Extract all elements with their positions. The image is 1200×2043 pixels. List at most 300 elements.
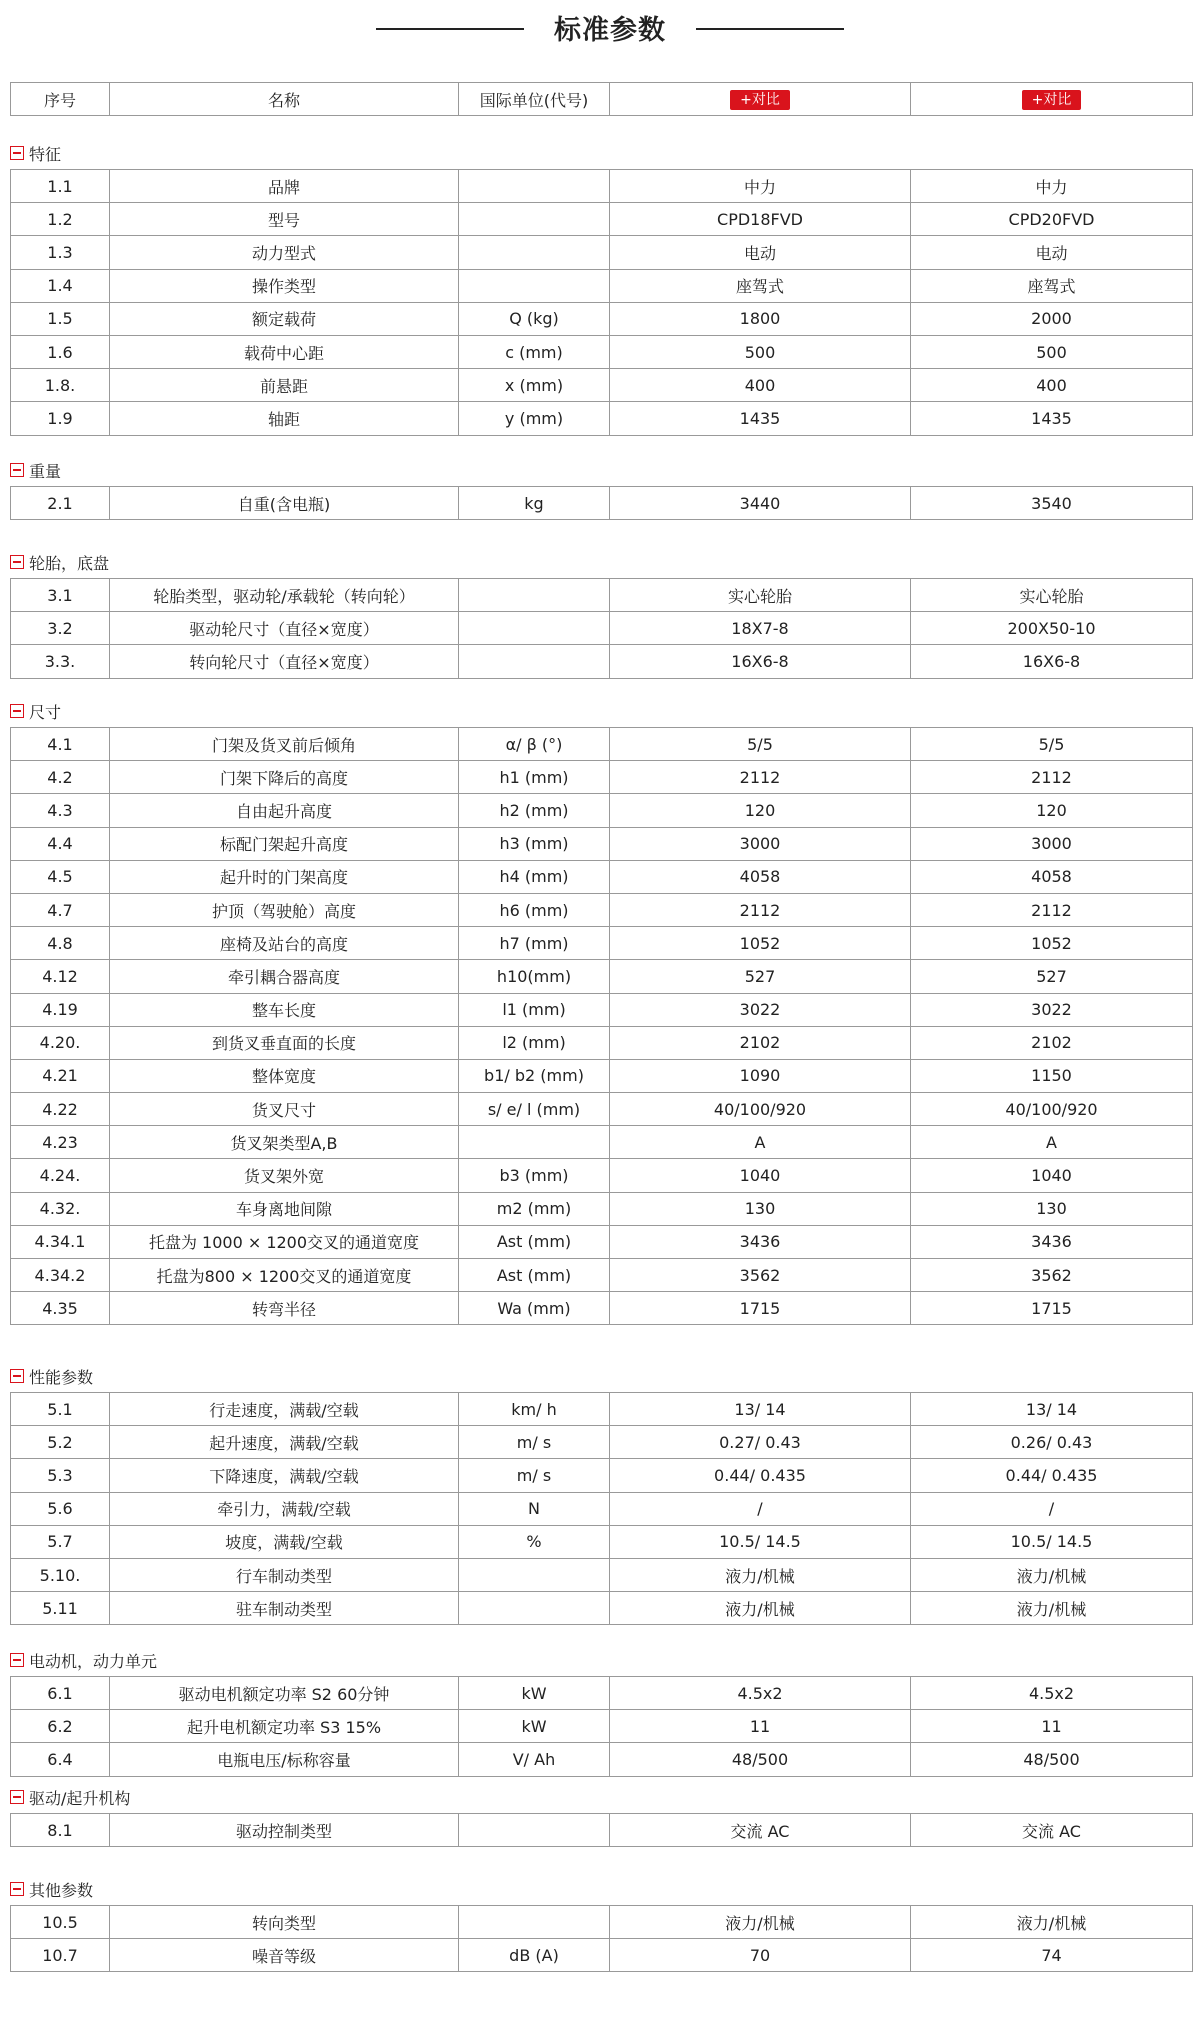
- spec-value-2: 3436: [911, 1225, 1193, 1258]
- spec-no: 4.3: [11, 794, 110, 827]
- table-row: [11, 1026, 1193, 1059]
- spec-value-2: 交流 AC: [911, 1814, 1193, 1847]
- spec-no: 10.7: [11, 1939, 110, 1972]
- spec-name: 行走速度，满载/空载: [110, 1393, 459, 1426]
- spec-value-1: 1090: [610, 1059, 911, 1092]
- spec-value-2: 中力: [911, 170, 1193, 203]
- spec-unit: N: [459, 1492, 610, 1525]
- spec-value-1: 70: [610, 1939, 911, 1972]
- spec-no: 1.9: [11, 402, 110, 435]
- section-header: [10, 1366, 93, 1386]
- spec-unit: Q (kg): [459, 302, 610, 335]
- spec-unit: h7 (mm): [459, 927, 610, 960]
- spec-value-2: A: [911, 1126, 1193, 1159]
- spec-value-1: 0.44/ 0.435: [610, 1459, 911, 1492]
- spec-value-2: 1052: [911, 927, 1193, 960]
- spec-unit: h2 (mm): [459, 794, 610, 827]
- spec-value-2: 4058: [911, 860, 1193, 893]
- table-row: [11, 1093, 1193, 1126]
- spec-unit: y (mm): [459, 402, 610, 435]
- spec-value-2: 11: [911, 1710, 1193, 1743]
- section-title: 重量: [29, 461, 62, 481]
- table-row: [11, 893, 1193, 926]
- spec-value-2: /: [911, 1492, 1193, 1525]
- spec-name: 车身离地间隙: [110, 1192, 459, 1225]
- title-divider-right: [696, 28, 844, 30]
- spec-value-1: 5/5: [610, 728, 911, 761]
- spec-name: 额定载荷: [110, 302, 459, 335]
- header-name: 名称: [110, 83, 459, 116]
- table-row: [11, 170, 1193, 203]
- spec-value-2: 1715: [911, 1292, 1193, 1325]
- spec-unit: [459, 269, 610, 302]
- spec-value-1: 120: [610, 794, 911, 827]
- table-row: [11, 402, 1193, 435]
- spec-unit: kg: [459, 487, 610, 520]
- spec-no: 4.12: [11, 960, 110, 993]
- spec-value-1: CPD18FVD: [610, 203, 911, 236]
- spec-unit: h1 (mm): [459, 761, 610, 794]
- spec-unit: α/ β (°): [459, 728, 610, 761]
- spec-name: 到货叉垂直面的长度: [110, 1026, 459, 1059]
- spec-value-1: 液力/机械: [610, 1906, 911, 1939]
- spec-value-2: 74: [911, 1939, 1193, 1972]
- spec-name: 货叉架类型A,B: [110, 1126, 459, 1159]
- spec-name: 标配门架起升高度: [110, 827, 459, 860]
- title-bar: [0, 0, 1200, 62]
- spec-unit: [459, 203, 610, 236]
- spec-value-1: 液力/机械: [610, 1558, 911, 1591]
- spec-name: 动力型式: [110, 236, 459, 269]
- spec-name: 牵引耦合器高度: [110, 960, 459, 993]
- spec-value-2: 2112: [911, 761, 1193, 794]
- spec-value-1: 10.5/ 14.5: [610, 1525, 911, 1558]
- spec-name: 起升速度，满载/空载: [110, 1426, 459, 1459]
- spec-name: 下降速度，满载/空载: [110, 1459, 459, 1492]
- spec-no: 5.1: [11, 1393, 110, 1426]
- spec-no: 4.34.1: [11, 1225, 110, 1258]
- spec-value-2: 120: [911, 794, 1193, 827]
- spec-value-2: 130: [911, 1192, 1193, 1225]
- spec-value-2: 液力/机械: [911, 1592, 1193, 1625]
- spec-no: 3.2: [11, 612, 110, 645]
- table-row: [11, 728, 1193, 761]
- spec-unit: [459, 236, 610, 269]
- spec-value-2: 0.44/ 0.435: [911, 1459, 1193, 1492]
- spec-no: 4.32.: [11, 1192, 110, 1225]
- spec-no: 4.1: [11, 728, 110, 761]
- section-header: [10, 143, 61, 163]
- table-row: [11, 1393, 1193, 1426]
- spec-name: 整体宽度: [110, 1059, 459, 1092]
- spec-unit: l2 (mm): [459, 1026, 610, 1059]
- spec-no: 5.2: [11, 1426, 110, 1459]
- header-no: 序号: [11, 83, 110, 116]
- spec-value-2: 1435: [911, 402, 1193, 435]
- table-row: [11, 1558, 1193, 1591]
- spec-unit: x (mm): [459, 369, 610, 402]
- spec-no: 6.1: [11, 1677, 110, 1710]
- spec-value-1: 2112: [610, 893, 911, 926]
- spec-name: 托盘为800 × 1200交叉的通道宽度: [110, 1259, 459, 1292]
- spec-no: 1.1: [11, 170, 110, 203]
- spec-no: 1.8.: [11, 369, 110, 402]
- spec-unit: l1 (mm): [459, 993, 610, 1026]
- table-row: [11, 302, 1193, 335]
- spec-value-2: 座驾式: [911, 269, 1193, 302]
- spec-value-1: 电动: [610, 236, 911, 269]
- spec-name: 牵引力，满载/空载: [110, 1492, 459, 1525]
- spec-unit: h4 (mm): [459, 860, 610, 893]
- spec-value-2: 2000: [911, 302, 1193, 335]
- spec-unit: b3 (mm): [459, 1159, 610, 1192]
- spec-unit: [459, 612, 610, 645]
- section-title: 轮胎，底盘: [29, 553, 110, 573]
- spec-no: 4.21: [11, 1059, 110, 1092]
- section-header: [10, 1879, 93, 1899]
- spec-unit: [459, 1814, 610, 1847]
- spec-name: 品牌: [110, 170, 459, 203]
- spec-value-1: 18X7-8: [610, 612, 911, 645]
- table-row: [11, 579, 1193, 612]
- table-row: [11, 612, 1193, 645]
- section-header: [10, 1787, 130, 1807]
- spec-name: 噪音等级: [110, 1939, 459, 1972]
- spec-no: 5.3: [11, 1459, 110, 1492]
- spec-name: 门架及货叉前后倾角: [110, 728, 459, 761]
- spec-name: 电瓶电压/标称容量: [110, 1743, 459, 1776]
- table-row: [11, 1525, 1193, 1558]
- spec-table: [10, 1813, 1193, 1847]
- spec-value-1: 130: [610, 1192, 911, 1225]
- spec-value-1: 16X6-8: [610, 645, 911, 678]
- header-unit: 国际单位(代号): [459, 83, 610, 116]
- spec-value-1: 中力: [610, 170, 911, 203]
- spec-name: 座椅及站台的高度: [110, 927, 459, 960]
- table-row: [11, 487, 1193, 520]
- table-row: [11, 1492, 1193, 1525]
- spec-no: 4.24.: [11, 1159, 110, 1192]
- spec-value-2: 1040: [911, 1159, 1193, 1192]
- spec-no: 1.2: [11, 203, 110, 236]
- spec-table: [10, 727, 1193, 1325]
- spec-name: 驱动控制类型: [110, 1814, 459, 1847]
- spec-value-1: 1040: [610, 1159, 911, 1192]
- table-row: [11, 927, 1193, 960]
- spec-no: 4.5: [11, 860, 110, 893]
- spec-unit: [459, 170, 610, 203]
- spec-no: 4.34.2: [11, 1259, 110, 1292]
- section-title: 性能参数: [29, 1367, 94, 1387]
- spec-value-1: 13/ 14: [610, 1393, 911, 1426]
- header-model-2: [911, 83, 1193, 116]
- section-header: [10, 552, 109, 572]
- title-divider-left: [376, 28, 524, 30]
- section-title: 特征: [29, 144, 62, 164]
- section-title: 其他参数: [29, 1880, 94, 1900]
- spec-value-1: 11: [610, 1710, 911, 1743]
- table-row: [11, 1292, 1193, 1325]
- spec-table: [10, 1676, 1193, 1777]
- spec-value-1: 3436: [610, 1225, 911, 1258]
- spec-no: 4.35: [11, 1292, 110, 1325]
- spec-no: 3.3.: [11, 645, 110, 678]
- spec-value-1: 3440: [610, 487, 911, 520]
- spec-no: 5.11: [11, 1592, 110, 1625]
- spec-unit: V/ Ah: [459, 1743, 610, 1776]
- spec-name: 载荷中心距: [110, 335, 459, 368]
- table-row: [11, 1677, 1193, 1710]
- section-header: [10, 1650, 157, 1670]
- table-row: [11, 1743, 1193, 1776]
- spec-name: 货叉架外宽: [110, 1159, 459, 1192]
- header-model-1: [610, 83, 911, 116]
- spec-value-2: 16X6-8: [911, 645, 1193, 678]
- spec-name: 门架下降后的高度: [110, 761, 459, 794]
- spec-unit: [459, 1126, 610, 1159]
- spec-value-1: A: [610, 1126, 911, 1159]
- spec-unit: Ast (mm): [459, 1259, 610, 1292]
- spec-value-2: 48/500: [911, 1743, 1193, 1776]
- spec-name: 转向类型: [110, 1906, 459, 1939]
- table-row: [11, 1159, 1193, 1192]
- page-title: 标准参数: [554, 15, 666, 46]
- table-row: [11, 993, 1193, 1026]
- spec-value-2: 电动: [911, 236, 1193, 269]
- table-row: [11, 1259, 1193, 1292]
- table-row: [11, 335, 1193, 368]
- table-row: [11, 1059, 1193, 1092]
- table-row: [11, 1814, 1193, 1847]
- collapse-minus-icon[interactable]: [10, 1790, 24, 1804]
- spec-no: 4.7: [11, 893, 110, 926]
- table-row: [11, 1459, 1193, 1492]
- spec-value-2: 40/100/920: [911, 1093, 1193, 1126]
- spec-no: 1.4: [11, 269, 110, 302]
- spec-name: 托盘为 1000 × 1200交叉的通道宽度: [110, 1225, 459, 1258]
- table-row: [11, 1225, 1193, 1258]
- spec-no: 4.23: [11, 1126, 110, 1159]
- table-row: [11, 236, 1193, 269]
- spec-value-1: 2112: [610, 761, 911, 794]
- spec-value-1: 3022: [610, 993, 911, 1026]
- compare-button-1[interactable]: +对比: [730, 90, 790, 110]
- spec-value-1: 4058: [610, 860, 911, 893]
- spec-value-2: 500: [911, 335, 1193, 368]
- spec-value-2: 3540: [911, 487, 1193, 520]
- spec-unit: m2 (mm): [459, 1192, 610, 1225]
- spec-table: [10, 1392, 1193, 1625]
- spec-unit: h10(mm): [459, 960, 610, 993]
- spec-value-2: 200X50-10: [911, 612, 1193, 645]
- spec-value-1: 48/500: [610, 1743, 911, 1776]
- spec-name: 整车长度: [110, 993, 459, 1026]
- table-row: [11, 827, 1193, 860]
- table-row: [11, 369, 1193, 402]
- spec-no: 2.1: [11, 487, 110, 520]
- spec-value-1: 400: [610, 369, 911, 402]
- spec-value-2: 0.26/ 0.43: [911, 1426, 1193, 1459]
- spec-no: 4.4: [11, 827, 110, 860]
- spec-no: 5.10.: [11, 1558, 110, 1591]
- spec-value-2: 3000: [911, 827, 1193, 860]
- spec-value-1: 座驾式: [610, 269, 911, 302]
- spec-value-1: 3562: [610, 1259, 911, 1292]
- spec-name: 型号: [110, 203, 459, 236]
- spec-value-2: 5/5: [911, 728, 1193, 761]
- spec-unit: b1/ b2 (mm): [459, 1059, 610, 1092]
- spec-value-1: 40/100/920: [610, 1093, 911, 1126]
- spec-unit: m/ s: [459, 1459, 610, 1492]
- spec-no: 6.4: [11, 1743, 110, 1776]
- spec-unit: s/ e/ l (mm): [459, 1093, 610, 1126]
- section-title: 尺寸: [29, 702, 62, 722]
- spec-unit: m/ s: [459, 1426, 610, 1459]
- spec-no: 1.6: [11, 335, 110, 368]
- spec-unit: [459, 1558, 610, 1591]
- spec-value-1: 液力/机械: [610, 1592, 911, 1625]
- spec-value-2: 实心轮胎: [911, 579, 1193, 612]
- spec-name: 坡度，满载/空载: [110, 1525, 459, 1558]
- spec-name: 操作类型: [110, 269, 459, 302]
- spec-no: 10.5: [11, 1906, 110, 1939]
- table-row: [11, 1192, 1193, 1225]
- spec-value-2: 4.5x2: [911, 1677, 1193, 1710]
- spec-unit: [459, 579, 610, 612]
- spec-no: 1.3: [11, 236, 110, 269]
- spec-unit: Ast (mm): [459, 1225, 610, 1258]
- spec-value-1: 交流 AC: [610, 1814, 911, 1847]
- spec-table: [10, 169, 1193, 436]
- header-row: [11, 83, 1193, 116]
- spec-name: 驻车制动类型: [110, 1592, 459, 1625]
- spec-value-2: 13/ 14: [911, 1393, 1193, 1426]
- spec-no: 5.7: [11, 1525, 110, 1558]
- table-row: [11, 1710, 1193, 1743]
- spec-value-2: 10.5/ 14.5: [911, 1525, 1193, 1558]
- spec-name: 轮胎类型，驱动轮/承载轮（转向轮）: [110, 579, 459, 612]
- spec-no: 3.1: [11, 579, 110, 612]
- spec-no: 6.2: [11, 1710, 110, 1743]
- spec-table: [10, 1905, 1193, 1972]
- compare-button-2[interactable]: +对比: [1022, 90, 1082, 110]
- spec-value-2: 400: [911, 369, 1193, 402]
- collapse-minus-icon[interactable]: [10, 463, 24, 477]
- header-table: [10, 82, 1193, 116]
- spec-value-1: 527: [610, 960, 911, 993]
- spec-name: 驱动轮尺寸（直径×宽度）: [110, 612, 459, 645]
- table-row: [11, 1126, 1193, 1159]
- section-title: 驱动/起升机构: [29, 1788, 131, 1808]
- spec-value-2: 3022: [911, 993, 1193, 1026]
- spec-value-1: 3000: [610, 827, 911, 860]
- spec-no: 4.2: [11, 761, 110, 794]
- spec-value-1: /: [610, 1492, 911, 1525]
- spec-value-2: 1150: [911, 1059, 1193, 1092]
- spec-value-2: 2102: [911, 1026, 1193, 1059]
- spec-value-2: 液力/机械: [911, 1558, 1193, 1591]
- spec-value-1: 500: [610, 335, 911, 368]
- collapse-minus-icon[interactable]: [10, 555, 24, 569]
- spec-unit: dB (A): [459, 1939, 610, 1972]
- collapse-minus-icon[interactable]: [10, 1369, 24, 1383]
- section-header: [10, 701, 61, 721]
- spec-table: [10, 578, 1193, 679]
- spec-name: 轴距: [110, 402, 459, 435]
- spec-value-1: 0.27/ 0.43: [610, 1426, 911, 1459]
- spec-value-2: CPD20FVD: [911, 203, 1193, 236]
- spec-unit: c (mm): [459, 335, 610, 368]
- section-header: [10, 460, 61, 480]
- spec-value-1: 4.5x2: [610, 1677, 911, 1710]
- spec-value-1: 1800: [610, 302, 911, 335]
- spec-value-2: 3562: [911, 1259, 1193, 1292]
- spec-value-1: 1052: [610, 927, 911, 960]
- spec-unit: km/ h: [459, 1393, 610, 1426]
- table-row: [11, 203, 1193, 236]
- spec-name: 驱动电机额定功率 S2 60分钟: [110, 1677, 459, 1710]
- spec-value-1: 1435: [610, 402, 911, 435]
- spec-name: 货叉尺寸: [110, 1093, 459, 1126]
- collapse-minus-icon[interactable]: [10, 146, 24, 160]
- spec-table: [10, 486, 1193, 520]
- table-row: [11, 1592, 1193, 1625]
- spec-no: 4.20.: [11, 1026, 110, 1059]
- spec-value-1: 实心轮胎: [610, 579, 911, 612]
- spec-name: 自由起升高度: [110, 794, 459, 827]
- spec-no: 8.1: [11, 1814, 110, 1847]
- spec-name: 前悬距: [110, 369, 459, 402]
- spec-unit: [459, 1592, 610, 1625]
- spec-value-2: 2112: [911, 893, 1193, 926]
- collapse-minus-icon[interactable]: [10, 1882, 24, 1896]
- spec-name: 护顶（驾驶舱）高度: [110, 893, 459, 926]
- spec-name: 行车制动类型: [110, 1558, 459, 1591]
- spec-no: 5.6: [11, 1492, 110, 1525]
- spec-name: 起升电机额定功率 S3 15%: [110, 1710, 459, 1743]
- spec-name: 转向轮尺寸（直径×宽度）: [110, 645, 459, 678]
- spec-no: 1.5: [11, 302, 110, 335]
- spec-unit: %: [459, 1525, 610, 1558]
- spec-value-1: 1715: [610, 1292, 911, 1325]
- spec-value-2: 527: [911, 960, 1193, 993]
- table-row: [11, 794, 1193, 827]
- section-title: 电动机，动力单元: [29, 1651, 158, 1671]
- spec-unit: h6 (mm): [459, 893, 610, 926]
- spec-unit: kW: [459, 1677, 610, 1710]
- spec-no: 4.8: [11, 927, 110, 960]
- table-row: [11, 761, 1193, 794]
- table-row: [11, 1939, 1193, 1972]
- table-row: [11, 645, 1193, 678]
- spec-unit: h3 (mm): [459, 827, 610, 860]
- spec-no: 4.22: [11, 1093, 110, 1126]
- spec-unit: [459, 645, 610, 678]
- table-row: [11, 960, 1193, 993]
- table-row: [11, 1906, 1193, 1939]
- collapse-minus-icon[interactable]: [10, 704, 24, 718]
- spec-value-1: 2102: [610, 1026, 911, 1059]
- spec-name: 起升时的门架高度: [110, 860, 459, 893]
- table-row: [11, 860, 1193, 893]
- collapse-minus-icon[interactable]: [10, 1653, 24, 1667]
- spec-no: 4.19: [11, 993, 110, 1026]
- spec-unit: [459, 1906, 610, 1939]
- spec-name: 转弯半径: [110, 1292, 459, 1325]
- spec-value-2: 液力/机械: [911, 1906, 1193, 1939]
- spec-unit: Wa (mm): [459, 1292, 610, 1325]
- spec-unit: kW: [459, 1710, 610, 1743]
